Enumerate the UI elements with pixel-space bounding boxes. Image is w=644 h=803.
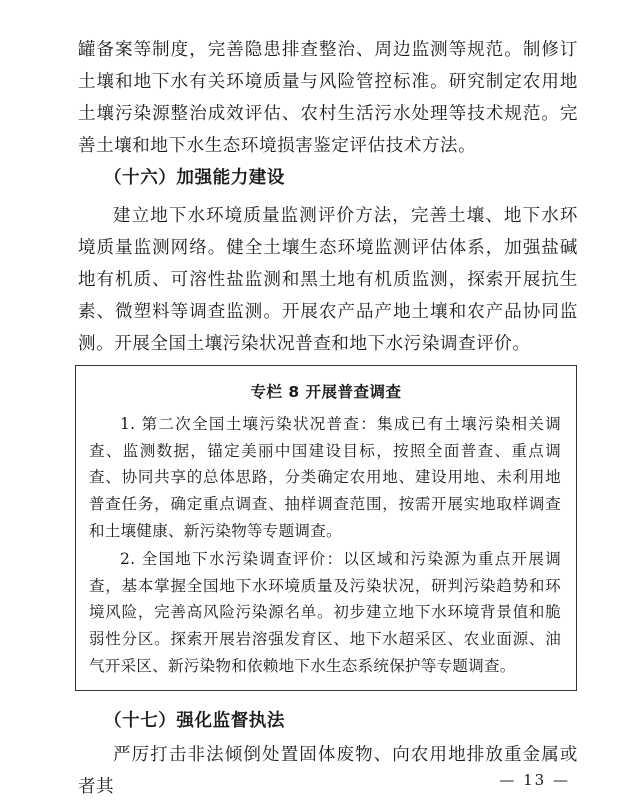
body-paragraph-17: 严厉打击非法倾倒处置固体废物、向农用地排放重金属或者其 xyxy=(78,745,578,797)
page-number: — 13 — xyxy=(499,771,570,789)
body-paragraph-16: 建立地下水环境质量监测评价方法，完善土壤、地下水环境质量监测网络。健全土壤生态环境监测评估体系，加强盐碱地有机质、可溶性盐监测和黑土地有机质监测，探索开展抗生素、微塑料等调查监测。开展农产品产地土壤和农产品协同监测。开展全国土壤污染状况普查和地下水污染调查评价。 xyxy=(78,206,578,354)
box-item-2: 2. 全国地下水污染调查评价：以区域和污染源为重点开展调查，基本掌握全国地下水环境质量及污染状况，研判污染趋势和环境风险，完善高风险污染源名单。初步建立地下水环境背景值和脆弱性分区。探索开展岩溶强发育区、地下水超采区、农业面源、油气开采区、新污染物和依赖地下水生态系统保护等专题调查。 xyxy=(89,550,561,675)
box-item-1: 1. 第二次全国土壤污染状况普查：集成已有土壤污染相关调查、监测数据，锚定美丽中国建设目标，按照全面普查、重点调查、协同共享的总体思路，分类确定农用地、建设用地、未利用地普查任务，确定重点调查、抽样调查范围，按需开展实地取样调查和土壤健康、新污染物等专题调查。 xyxy=(89,415,561,540)
sidebar-box-column-8 xyxy=(75,365,577,691)
box-title: 专栏 8 开展普查调查 xyxy=(250,383,402,401)
body-paragraph-intro: 罐备案等制度，完善隐患排查整治、周边监测等规范。制修订土壤和地下水有关环境质量与风险管控标准。研究制定农用地土壤污染源整治成效评估、农村生活污水处理等技术规范。完善土壤和地下水生态环境损害鉴定评估技术方法。 xyxy=(78,40,578,156)
section-heading-16: （十六）加强能力建设 xyxy=(104,168,285,188)
section-heading-17: （十七）强化监督执法 xyxy=(104,711,285,731)
